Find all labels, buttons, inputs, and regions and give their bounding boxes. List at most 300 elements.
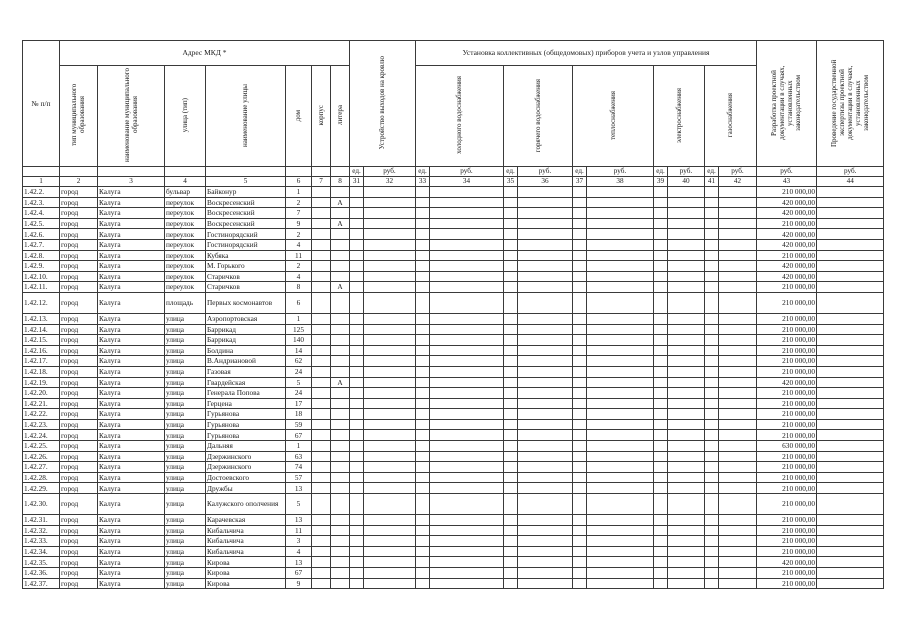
cell-mn: Калуга — [98, 546, 165, 557]
column-number: 35 — [504, 177, 518, 187]
header-design-docs: Разработка проектной документации в случаях, установленных законодательством — [757, 41, 817, 167]
table-row — [23, 250, 884, 261]
cell-empty — [518, 494, 573, 515]
cell-k — [312, 494, 331, 515]
cell-k — [312, 483, 331, 494]
cell-l — [331, 292, 350, 313]
cell-n: 1.42.15. — [23, 335, 60, 346]
cell-mt: город — [60, 546, 98, 557]
cell-empty — [668, 472, 705, 483]
cell-empty — [719, 292, 757, 313]
cell-design-cost: 420 000,00 — [757, 197, 817, 208]
cell-h: 13 — [286, 483, 312, 494]
cell-empty — [518, 218, 573, 229]
column-number: 5 — [206, 177, 286, 187]
cell-empty — [364, 218, 416, 229]
cell-empty — [350, 409, 364, 420]
cell-expertise-cost — [817, 441, 884, 452]
cell-k — [312, 218, 331, 229]
column-number: 42 — [719, 177, 757, 187]
cell-empty — [350, 441, 364, 452]
cell-empty — [350, 430, 364, 441]
cell-empty — [364, 335, 416, 346]
cell-empty — [719, 419, 757, 430]
cell-empty — [719, 525, 757, 536]
header-heating: теплоснабжения — [573, 66, 654, 167]
cell-empty — [573, 345, 587, 356]
cell-empty — [705, 546, 719, 557]
cell-empty — [416, 483, 430, 494]
header-gas: газоснабжения — [705, 66, 757, 167]
cell-empty — [668, 451, 705, 462]
cell-n: 1.42.16. — [23, 345, 60, 356]
cell-empty — [654, 419, 668, 430]
cell-empty — [416, 546, 430, 557]
cell-empty — [587, 462, 654, 473]
cell-l — [331, 313, 350, 324]
cell-empty — [504, 239, 518, 250]
cell-empty — [504, 250, 518, 261]
column-number: 34 — [430, 177, 504, 187]
cell-sn: Гостинорядский — [206, 239, 286, 250]
cell-empty — [587, 525, 654, 536]
cell-mt: город — [60, 483, 98, 494]
cell-empty — [518, 557, 573, 568]
cell-empty — [364, 208, 416, 219]
cell-empty — [430, 515, 504, 526]
cell-design-cost: 210 000,00 — [757, 472, 817, 483]
cell-mt: город — [60, 536, 98, 547]
cell-empty — [364, 261, 416, 272]
cell-l — [331, 187, 350, 198]
cell-expertise-cost — [817, 218, 884, 229]
cell-design-cost: 210 000,00 — [757, 409, 817, 420]
cell-st: переулок — [165, 208, 206, 219]
cell-h: 9 — [286, 218, 312, 229]
cell-empty — [504, 324, 518, 335]
cell-design-cost: 210 000,00 — [757, 525, 817, 536]
table-row — [23, 462, 884, 473]
column-number: 6 — [286, 177, 312, 187]
cell-k — [312, 388, 331, 399]
cell-expertise-cost — [817, 430, 884, 441]
cell-mn: Калуга — [98, 462, 165, 473]
cell-sn: Гурьянова — [206, 419, 286, 430]
cell-k — [312, 208, 331, 219]
cell-expertise-cost — [817, 409, 884, 420]
cell-empty — [504, 546, 518, 557]
cell-empty — [719, 345, 757, 356]
column-number: 3 — [98, 177, 165, 187]
cell-l — [331, 494, 350, 515]
cell-design-cost: 210 000,00 — [757, 398, 817, 409]
cell-mt: город — [60, 356, 98, 367]
cell-empty — [654, 187, 668, 198]
cell-empty — [668, 525, 705, 536]
cell-empty — [364, 356, 416, 367]
cell-sn: Старичков — [206, 282, 286, 293]
cell-h: 17 — [286, 398, 312, 409]
table-row — [23, 515, 884, 526]
cell-design-cost: 210 000,00 — [757, 515, 817, 526]
cell-expertise-cost — [817, 494, 884, 515]
cell-sn: Воскресенский — [206, 197, 286, 208]
cell-empty — [350, 356, 364, 367]
cell-expertise-cost — [817, 568, 884, 579]
cell-k — [312, 398, 331, 409]
cell-n: 1.42.29. — [23, 483, 60, 494]
cell-empty — [654, 229, 668, 240]
cell-k — [312, 557, 331, 568]
cell-h: 6 — [286, 292, 312, 313]
cell-design-cost: 210 000,00 — [757, 324, 817, 335]
cell-empty — [654, 409, 668, 420]
cell-n: 1.42.33. — [23, 536, 60, 547]
cell-mt: город — [60, 409, 98, 420]
cell-h: 2 — [286, 261, 312, 272]
cell-empty — [668, 441, 705, 452]
column-number: 4 — [165, 177, 206, 187]
cell-n: 1.42.4. — [23, 208, 60, 219]
cell-empty — [416, 292, 430, 313]
cell-l — [331, 462, 350, 473]
cell-mn: Калуга — [98, 208, 165, 219]
header-street-name: наименование улицы — [206, 66, 286, 167]
cell-empty — [504, 208, 518, 219]
cell-empty — [430, 197, 504, 208]
cell-empty — [518, 313, 573, 324]
cell-empty — [430, 187, 504, 198]
cell-expertise-cost — [817, 546, 884, 557]
cell-empty — [587, 356, 654, 367]
cell-empty — [654, 462, 668, 473]
cell-sn: Кубяка — [206, 250, 286, 261]
cell-st: переулок — [165, 250, 206, 261]
cell-st: улица — [165, 578, 206, 589]
cell-empty — [518, 356, 573, 367]
cell-empty — [587, 441, 654, 452]
table-row — [23, 578, 884, 589]
cell-h: 1 — [286, 441, 312, 452]
cell-empty — [719, 409, 757, 420]
cell-empty — [364, 536, 416, 547]
cell-empty — [416, 282, 430, 293]
cell-h: 4 — [286, 271, 312, 282]
cell-sn: Гурьянова — [206, 409, 286, 420]
cell-mt: город — [60, 419, 98, 430]
cell-l — [331, 239, 350, 250]
cell-sn: Первых космонавтов — [206, 292, 286, 313]
cell-expertise-cost — [817, 187, 884, 198]
cell-empty — [518, 578, 573, 589]
cell-empty — [587, 515, 654, 526]
cell-empty — [518, 525, 573, 536]
cell-k — [312, 525, 331, 536]
cell-h: 13 — [286, 557, 312, 568]
cell-empty — [705, 345, 719, 356]
cell-mt: город — [60, 313, 98, 324]
cell-empty — [705, 335, 719, 346]
cell-empty — [430, 345, 504, 356]
cell-empty — [654, 525, 668, 536]
cell-mt: город — [60, 229, 98, 240]
cell-empty — [668, 546, 705, 557]
cell-empty — [573, 430, 587, 441]
cell-empty — [654, 398, 668, 409]
cell-empty — [430, 377, 504, 388]
table-row — [23, 366, 884, 377]
column-number: 33 — [416, 177, 430, 187]
cell-l — [331, 557, 350, 568]
cell-empty — [364, 462, 416, 473]
cell-h: 18 — [286, 409, 312, 420]
cell-mn: Калуга — [98, 197, 165, 208]
cell-expertise-cost — [817, 578, 884, 589]
cell-expertise-cost — [817, 239, 884, 250]
cell-sn: В.Андриановой — [206, 356, 286, 367]
cell-k — [312, 239, 331, 250]
cell-mt: город — [60, 388, 98, 399]
cell-empty — [573, 578, 587, 589]
cell-sn: Байконур — [206, 187, 286, 198]
column-number: 8 — [331, 177, 350, 187]
cell-design-cost: 210 000,00 — [757, 419, 817, 430]
cell-h: 2 — [286, 229, 312, 240]
cell-empty — [518, 366, 573, 377]
cell-h: 11 — [286, 525, 312, 536]
cell-empty — [430, 525, 504, 536]
cell-empty — [350, 525, 364, 536]
cell-h: 74 — [286, 462, 312, 473]
cell-sn: Газовая — [206, 366, 286, 377]
cell-empty — [573, 261, 587, 272]
cell-n: 1.42.22. — [23, 409, 60, 420]
cell-design-cost: 210 000,00 — [757, 250, 817, 261]
table-row — [23, 525, 884, 536]
cell-empty — [705, 197, 719, 208]
cell-k — [312, 536, 331, 547]
cell-design-cost: 420 000,00 — [757, 229, 817, 240]
cell-empty — [504, 261, 518, 272]
cell-empty — [654, 388, 668, 399]
cell-st: улица — [165, 515, 206, 526]
cell-empty — [504, 451, 518, 462]
table-row — [23, 271, 884, 282]
cell-empty — [573, 250, 587, 261]
cell-empty — [705, 313, 719, 324]
cell-empty — [668, 187, 705, 198]
cell-l — [331, 441, 350, 452]
cell-empty — [719, 494, 757, 515]
table-row — [23, 546, 884, 557]
cell-empty — [668, 568, 705, 579]
table-row — [23, 345, 884, 356]
cell-empty — [350, 451, 364, 462]
cell-empty — [416, 271, 430, 282]
cell-empty — [350, 187, 364, 198]
cell-empty — [719, 250, 757, 261]
cell-l: А — [331, 218, 350, 229]
cell-empty — [705, 208, 719, 219]
cell-empty — [668, 271, 705, 282]
cell-empty — [654, 515, 668, 526]
cell-empty — [350, 515, 364, 526]
cell-h: 1 — [286, 313, 312, 324]
cell-design-cost: 210 000,00 — [757, 366, 817, 377]
cell-st: площадь — [165, 292, 206, 313]
cell-n: 1.42.19. — [23, 377, 60, 388]
cell-mt: город — [60, 239, 98, 250]
cell-mt: город — [60, 218, 98, 229]
cell-mn: Калуга — [98, 377, 165, 388]
cell-empty — [668, 335, 705, 346]
cell-empty — [430, 239, 504, 250]
cell-k — [312, 292, 331, 313]
cell-empty — [668, 313, 705, 324]
cell-empty — [350, 536, 364, 547]
cell-empty — [573, 388, 587, 399]
cell-empty — [364, 313, 416, 324]
cell-empty — [364, 271, 416, 282]
table-row — [23, 208, 884, 219]
cell-empty — [350, 494, 364, 515]
cell-empty — [350, 292, 364, 313]
cell-l — [331, 261, 350, 272]
cell-empty — [518, 568, 573, 579]
cell-n: 1.42.30. — [23, 494, 60, 515]
cell-mn: Калуга — [98, 229, 165, 240]
cell-empty — [587, 546, 654, 557]
cell-empty — [518, 271, 573, 282]
cell-empty — [719, 366, 757, 377]
cell-n: 1.42.7. — [23, 239, 60, 250]
cell-empty — [518, 250, 573, 261]
cell-empty — [350, 568, 364, 579]
table-row — [23, 472, 884, 483]
cell-expertise-cost — [817, 557, 884, 568]
cell-h: 67 — [286, 430, 312, 441]
cell-empty — [654, 546, 668, 557]
cell-n: 1.42.17. — [23, 356, 60, 367]
cell-empty — [364, 409, 416, 420]
cell-empty — [364, 187, 416, 198]
cell-expertise-cost — [817, 515, 884, 526]
cell-empty — [587, 292, 654, 313]
cell-expertise-cost — [817, 313, 884, 324]
cell-mn: Калуга — [98, 430, 165, 441]
cell-empty — [416, 239, 430, 250]
cell-empty — [504, 345, 518, 356]
cell-l — [331, 515, 350, 526]
cell-design-cost: 210 000,00 — [757, 462, 817, 473]
cell-h: 5 — [286, 494, 312, 515]
table-row — [23, 388, 884, 399]
cell-empty — [587, 366, 654, 377]
cell-empty — [705, 398, 719, 409]
cell-empty — [364, 494, 416, 515]
cell-empty — [518, 335, 573, 346]
header-electricity: электроснабжения — [654, 66, 705, 167]
cell-st: улица — [165, 335, 206, 346]
cell-sn: Генерала Попова — [206, 388, 286, 399]
cell-empty — [719, 261, 757, 272]
cell-empty — [654, 578, 668, 589]
cell-empty — [504, 218, 518, 229]
cell-empty — [518, 409, 573, 420]
cell-k — [312, 366, 331, 377]
cell-empty — [705, 441, 719, 452]
header-building: корпус — [312, 66, 331, 167]
cell-st: переулок — [165, 218, 206, 229]
cell-design-cost: 420 000,00 — [757, 557, 817, 568]
table-row — [23, 187, 884, 198]
cell-empty — [587, 483, 654, 494]
cell-empty — [705, 494, 719, 515]
cell-empty — [654, 366, 668, 377]
cell-empty — [430, 282, 504, 293]
cell-empty — [504, 430, 518, 441]
cell-empty — [719, 430, 757, 441]
cell-empty — [364, 472, 416, 483]
cell-empty — [668, 494, 705, 515]
cell-mt: город — [60, 187, 98, 198]
cell-empty — [705, 419, 719, 430]
cell-empty — [350, 462, 364, 473]
cell-empty — [587, 335, 654, 346]
table-body — [23, 187, 884, 589]
cell-sn: Баррикад — [206, 335, 286, 346]
cell-empty — [719, 398, 757, 409]
cell-empty — [573, 536, 587, 547]
cell-mn: Калуга — [98, 388, 165, 399]
cell-n: 1.42.37. — [23, 578, 60, 589]
cell-st: переулок — [165, 239, 206, 250]
cell-expertise-cost — [817, 292, 884, 313]
cell-empty — [364, 557, 416, 568]
header-municipality-type: тип муниципального образования — [60, 66, 98, 167]
cell-empty — [573, 197, 587, 208]
cell-empty — [573, 515, 587, 526]
cell-empty — [416, 208, 430, 219]
cell-expertise-cost — [817, 525, 884, 536]
cell-k — [312, 345, 331, 356]
cell-design-cost: 210 000,00 — [757, 335, 817, 346]
cell-design-cost: 210 000,00 — [757, 536, 817, 547]
cell-empty — [654, 250, 668, 261]
cell-expertise-cost — [817, 335, 884, 346]
cell-n: 1.42.8. — [23, 250, 60, 261]
cell-empty — [416, 430, 430, 441]
cell-empty — [430, 208, 504, 219]
cell-st: улица — [165, 356, 206, 367]
table-row — [23, 451, 884, 462]
cell-mt: город — [60, 197, 98, 208]
table-row — [23, 419, 884, 430]
cell-empty — [654, 271, 668, 282]
table-row — [23, 218, 884, 229]
table-row — [23, 324, 884, 335]
cell-st: переулок — [165, 282, 206, 293]
cell-n: 1.42.5. — [23, 218, 60, 229]
cell-st: улица — [165, 546, 206, 557]
table-row — [23, 494, 884, 515]
cell-sn: Воскресенский — [206, 218, 286, 229]
cell-empty — [573, 187, 587, 198]
header-street-type: улица (тип) — [165, 66, 206, 167]
header-letter: литера — [331, 66, 350, 167]
column-number: 36 — [518, 177, 573, 187]
cell-empty — [364, 578, 416, 589]
